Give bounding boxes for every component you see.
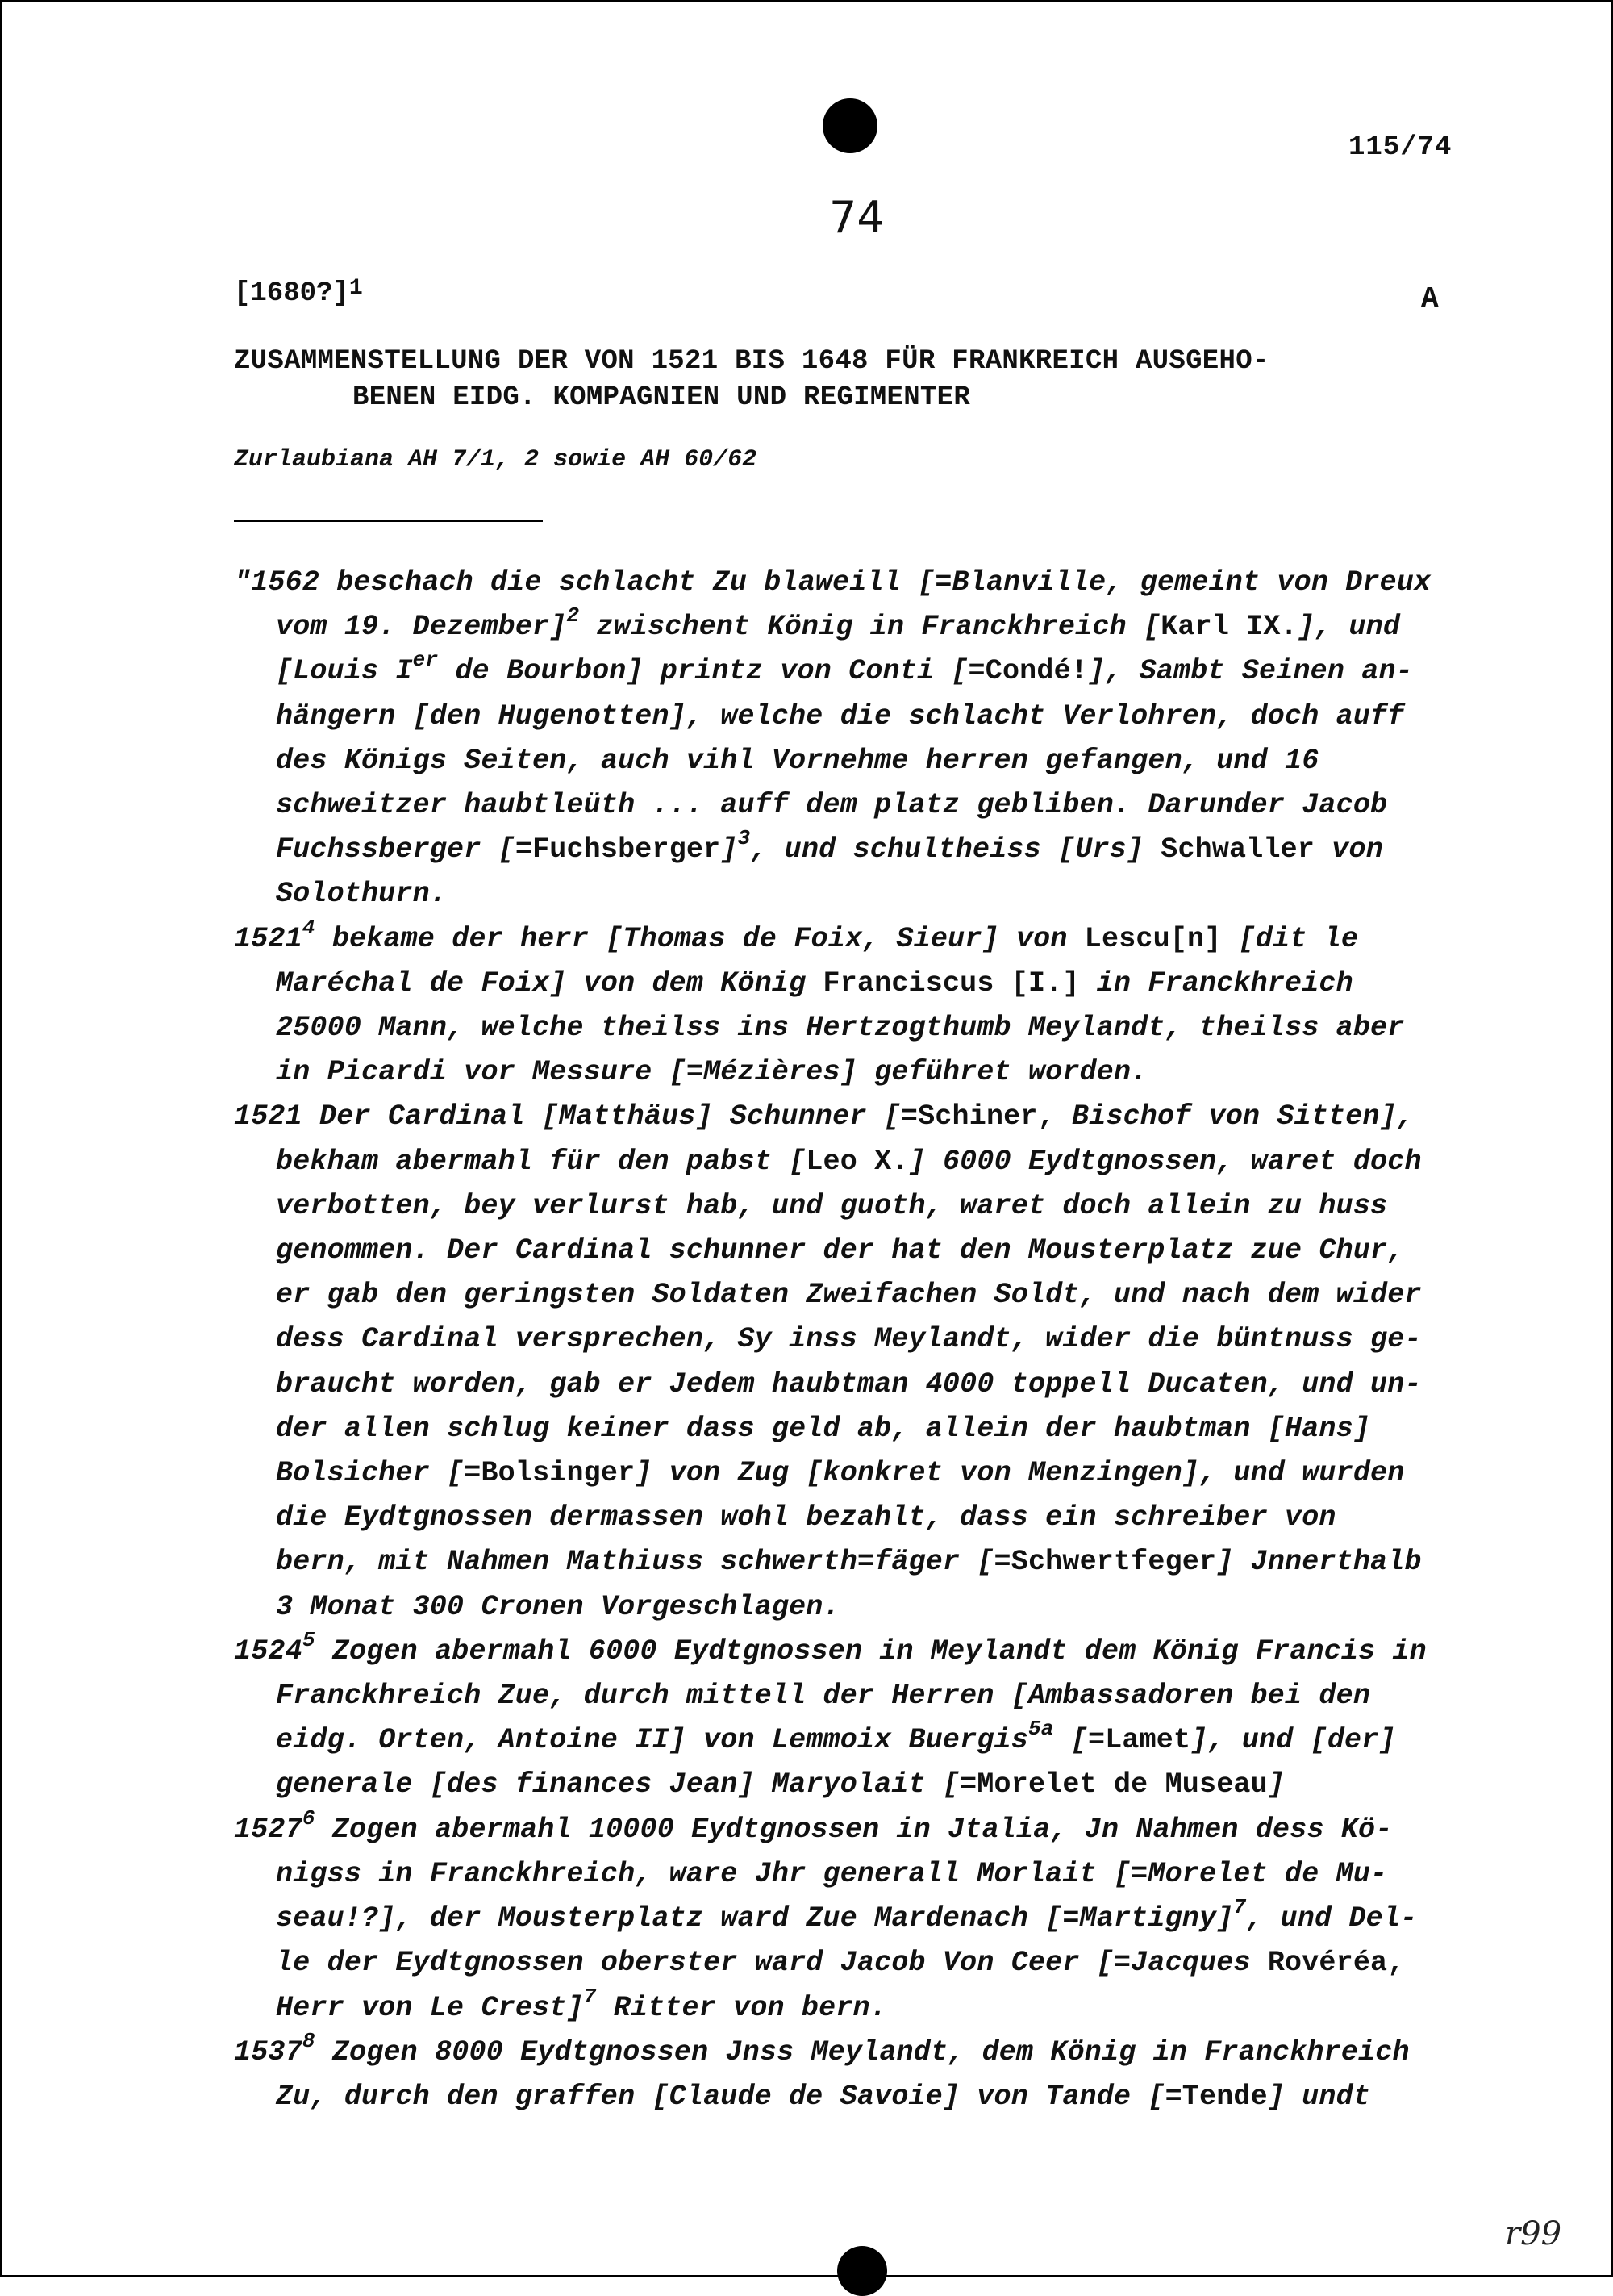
entry-line bbox=[234, 1763, 1492, 1807]
text-run: von bbox=[1315, 833, 1383, 866]
footnote-marker: 6 bbox=[302, 1805, 315, 1831]
date-footnote-marker: 1 bbox=[348, 276, 363, 301]
entry-line bbox=[234, 1050, 1492, 1095]
footnote-marker: 3 bbox=[737, 826, 751, 851]
entry-line bbox=[234, 1006, 1492, 1050]
text-run: eidg. Orten, Antoine II] von Lemmoix Buergis bbox=[276, 1724, 1028, 1757]
entry-line bbox=[234, 605, 1492, 649]
footnote-marker: 5 bbox=[302, 1627, 315, 1652]
text-run: , und Del- bbox=[1246, 1902, 1418, 1935]
footnote-marker: er bbox=[412, 648, 439, 673]
footnote-marker: 5a bbox=[1027, 1717, 1054, 1742]
entry bbox=[234, 1627, 1492, 1808]
name-highlight: Fuchsberger bbox=[532, 833, 721, 866]
section-letter: A bbox=[1421, 282, 1439, 315]
entry bbox=[234, 1805, 1492, 2031]
text-run: 1521 bbox=[234, 922, 302, 955]
footnote-marker: 4 bbox=[302, 915, 315, 940]
entry-line bbox=[234, 1451, 1492, 1496]
text-run: [Louis I bbox=[276, 655, 413, 688]
entry-line bbox=[234, 1317, 1492, 1362]
text-run: zwischent König in Franckhreich [ bbox=[579, 611, 1161, 644]
text-run: seau!?], der Mousterplatz ward Zue Mardenach [=Martigny] bbox=[276, 1902, 1234, 1935]
text-run: bern, mit Nahmen Mathiuss schwerth=fäger [= bbox=[276, 1546, 1011, 1579]
text-run: ] bbox=[1267, 1768, 1286, 1801]
text-run: genommen. Der Cardinal schunner der hat den Mousterplatz zue Chur, bbox=[276, 1234, 1405, 1267]
entry-line bbox=[234, 1852, 1492, 1897]
entry-line bbox=[234, 1627, 1492, 1674]
name-highlight: Karl IX. bbox=[1161, 611, 1298, 644]
entry-line bbox=[234, 917, 1492, 962]
text-run: Fuchssberger [= bbox=[276, 833, 533, 866]
source-reference: Zurlaubiana AH 7/1, 2 sowie AH 60/62 bbox=[234, 446, 757, 474]
name-highlight: Condé! bbox=[985, 655, 1088, 688]
entry bbox=[234, 1095, 1492, 1629]
entry-line bbox=[234, 2075, 1492, 2119]
entry bbox=[234, 561, 1492, 917]
entry-line bbox=[234, 2028, 1492, 2075]
entry-line bbox=[234, 962, 1492, 1006]
footnote-marker: 2 bbox=[566, 603, 580, 628]
text-run: ], Sambt Seinen an- bbox=[1088, 655, 1413, 688]
title-line-1: ZUSAMMENSTELLUNG DER VON 1521 BIS 1648 FÜR FRANKREICH AUSGEHO- bbox=[234, 346, 1269, 377]
transcription-body bbox=[234, 561, 1492, 2119]
entry-line bbox=[234, 1897, 1492, 1941]
text-run: Zogen abermahl 6000 Eydtgnossen in Meylandt dem König Francis in bbox=[315, 1634, 1427, 1668]
entry bbox=[234, 2028, 1492, 2119]
name-highlight: Schwertfeger bbox=[1011, 1546, 1217, 1579]
separator-rule bbox=[234, 520, 543, 522]
entry-line bbox=[234, 1496, 1492, 1540]
text-run: 3 Monat 300 Cronen Vorgeschlagen. bbox=[276, 1590, 840, 1623]
text-run: 1521 Der Cardinal [Matthäus] Schunner [= bbox=[234, 1100, 919, 1133]
entry-line bbox=[234, 649, 1492, 694]
text-run: dess Cardinal versprechen, Sy inss Meylandt, wider die büntnuss ge- bbox=[276, 1323, 1422, 1356]
footnote-marker: 7 bbox=[583, 1984, 597, 2009]
text-run: 25000 Mann, welche theilss ins Hertzogthumb Meylandt, theilss aber bbox=[276, 1012, 1405, 1045]
text-run: bekame der herr [Thomas de Foix, Sieur] von bbox=[315, 922, 1085, 955]
punch-hole-bottom bbox=[837, 2246, 887, 2296]
text-run: braucht worden, gab er Jedem haubtman 4000 toppell Ducaten, und un- bbox=[276, 1367, 1422, 1401]
entry-line bbox=[234, 1674, 1492, 1718]
text-run: Ritter von bern. bbox=[596, 1991, 887, 2024]
text-run: Solothurn. bbox=[276, 878, 448, 911]
text-run: Zu, durch den graffen [Claude de Savoie] von Tande [= bbox=[276, 2080, 1182, 2113]
text-run: [= bbox=[1053, 1724, 1106, 1757]
text-run: "1562 beschach die schlacht Zu blaweill [=Blanville, gemeint von Dreux bbox=[234, 566, 1432, 599]
entry-line bbox=[234, 1095, 1492, 1139]
text-run: ] undt bbox=[1267, 2080, 1371, 2113]
footnote-marker: 8 bbox=[302, 2028, 315, 2053]
text-run: Franckhreich Zue, durch mittell der Herren [Ambassadoren bei den bbox=[276, 1680, 1371, 1713]
text-run: Bolsicher [= bbox=[276, 1457, 481, 1490]
name-highlight: Leo X. bbox=[806, 1145, 909, 1178]
text-run: ], und bbox=[1297, 611, 1401, 644]
name-highlight: Tende bbox=[1182, 2080, 1268, 2113]
name-highlight: Schwaller bbox=[1161, 833, 1315, 866]
text-run: ], und [der] bbox=[1190, 1724, 1396, 1757]
text-run: ] bbox=[720, 833, 738, 866]
name-highlight: Franciscus [I.] bbox=[823, 966, 1080, 1000]
entry-line bbox=[234, 1184, 1492, 1229]
handwritten-page-number: 74 bbox=[829, 192, 885, 243]
name-highlight: Bolsinger bbox=[481, 1457, 636, 1490]
entry-line bbox=[234, 561, 1492, 605]
entry-line bbox=[234, 1363, 1492, 1407]
text-run: 1527 bbox=[234, 1813, 302, 1846]
text-run: Zogen abermahl 10000 Eydtgnossen in Jtalia, Jn Nahmen dess Kö- bbox=[315, 1813, 1393, 1846]
text-run: Zogen 8000 Eydtgnossen Jnss Meylandt, dem König in Franckhreich bbox=[315, 2035, 1410, 2068]
text-run: schweitzer haubtleüth ... auff dem platz gebliben. Darunder Jacob bbox=[276, 789, 1388, 822]
text-run: ] von Zug [konkret von Menzingen], und wurden bbox=[635, 1457, 1405, 1490]
footnote-marker: 7 bbox=[1233, 1895, 1247, 1920]
name-highlight: Rovéréa, bbox=[1267, 1947, 1405, 1980]
text-run: die Eydtgnossen dermassen wohl bezahlt, dass ein schreiber von bbox=[276, 1501, 1336, 1534]
entry-line bbox=[234, 1540, 1492, 1584]
document-date bbox=[234, 278, 363, 309]
name-highlight: Lamet bbox=[1105, 1724, 1191, 1757]
entry-line bbox=[234, 1585, 1492, 1630]
entry-line bbox=[234, 1805, 1492, 1852]
entry-line bbox=[234, 1407, 1492, 1451]
entry-line bbox=[234, 783, 1492, 828]
page-number: 115/74 bbox=[1348, 132, 1453, 163]
entry-line bbox=[234, 828, 1492, 872]
text-run: 1524 bbox=[234, 1634, 302, 1668]
text-run: 1537 bbox=[234, 2035, 302, 2068]
text-run: ] Jnnerthalb bbox=[1216, 1546, 1422, 1579]
entry-line bbox=[234, 739, 1492, 783]
text-run: er gab den geringsten Soldaten Zweifachen Soldt, und nach dem wider bbox=[276, 1279, 1422, 1312]
text-run: in Picardi vor Messure [=Mézières] geführet worden. bbox=[276, 1056, 1148, 1089]
text-run: generale [des finances Jean] Maryolait [= bbox=[276, 1768, 977, 1801]
text-run: der allen schlug keiner dass geld ab, allein der haubtman [Hans] bbox=[276, 1412, 1371, 1445]
entry-line bbox=[234, 1273, 1492, 1317]
entry-line bbox=[234, 1718, 1492, 1763]
text-run: nigss in Franckhreich, ware Jhr generall Morlait [=Morelet de Mu- bbox=[276, 1857, 1388, 1890]
entry-line bbox=[234, 1986, 1492, 2031]
text-run: ] 6000 Eydtgnossen, waret doch bbox=[908, 1145, 1422, 1178]
entry-line bbox=[234, 872, 1492, 916]
name-highlight: Morelet de Museau bbox=[977, 1768, 1268, 1801]
punch-hole-top bbox=[823, 98, 877, 153]
name-highlight: Lescu[n] bbox=[1084, 922, 1222, 955]
handwritten-margin-note: r99 bbox=[1505, 2215, 1562, 2252]
text-run: hängern [den Hugenotten], welche die schlacht Verlohren, doch auff bbox=[276, 699, 1405, 733]
date-text: [1680?] bbox=[234, 278, 349, 309]
text-run: bekham abermahl für den pabst [ bbox=[276, 1145, 806, 1178]
title-line-2: BENEN EIDG. KOMPAGNIEN UND REGIMENTER bbox=[352, 382, 971, 413]
entry-line bbox=[234, 1140, 1492, 1184]
document-title bbox=[234, 344, 1460, 416]
text-run: verbotten, bey verlurst hab, und guoth, waret doch allein zu huss bbox=[276, 1189, 1388, 1222]
text-run: in Franckhreich bbox=[1079, 966, 1353, 1000]
text-run: , und schultheiss [Urs] bbox=[750, 833, 1161, 866]
text-run: Herr von Le Crest] bbox=[276, 1991, 584, 2024]
text-run: Maréchal de Foix] von dem König bbox=[276, 966, 823, 1000]
entry bbox=[234, 917, 1492, 1096]
text-run: [dit le bbox=[1221, 922, 1359, 955]
text-run: de Bourbon] printz von Conti [= bbox=[438, 655, 986, 688]
text-run: vom 19. Dezember] bbox=[276, 611, 567, 644]
text-run: le der Eydtgnossen oberster ward Jacob Von Ceer [=Jacques bbox=[276, 1947, 1268, 1980]
text-run: des Königs Seiten, auch vihl Vornehme herren gefangen, und 16 bbox=[276, 744, 1319, 777]
text-run: Bischof von Sitten], bbox=[1054, 1100, 1415, 1133]
entry-line bbox=[234, 1941, 1492, 1985]
name-highlight: Schiner, bbox=[918, 1100, 1055, 1133]
entry-line bbox=[234, 695, 1492, 739]
entry-line bbox=[234, 1229, 1492, 1273]
